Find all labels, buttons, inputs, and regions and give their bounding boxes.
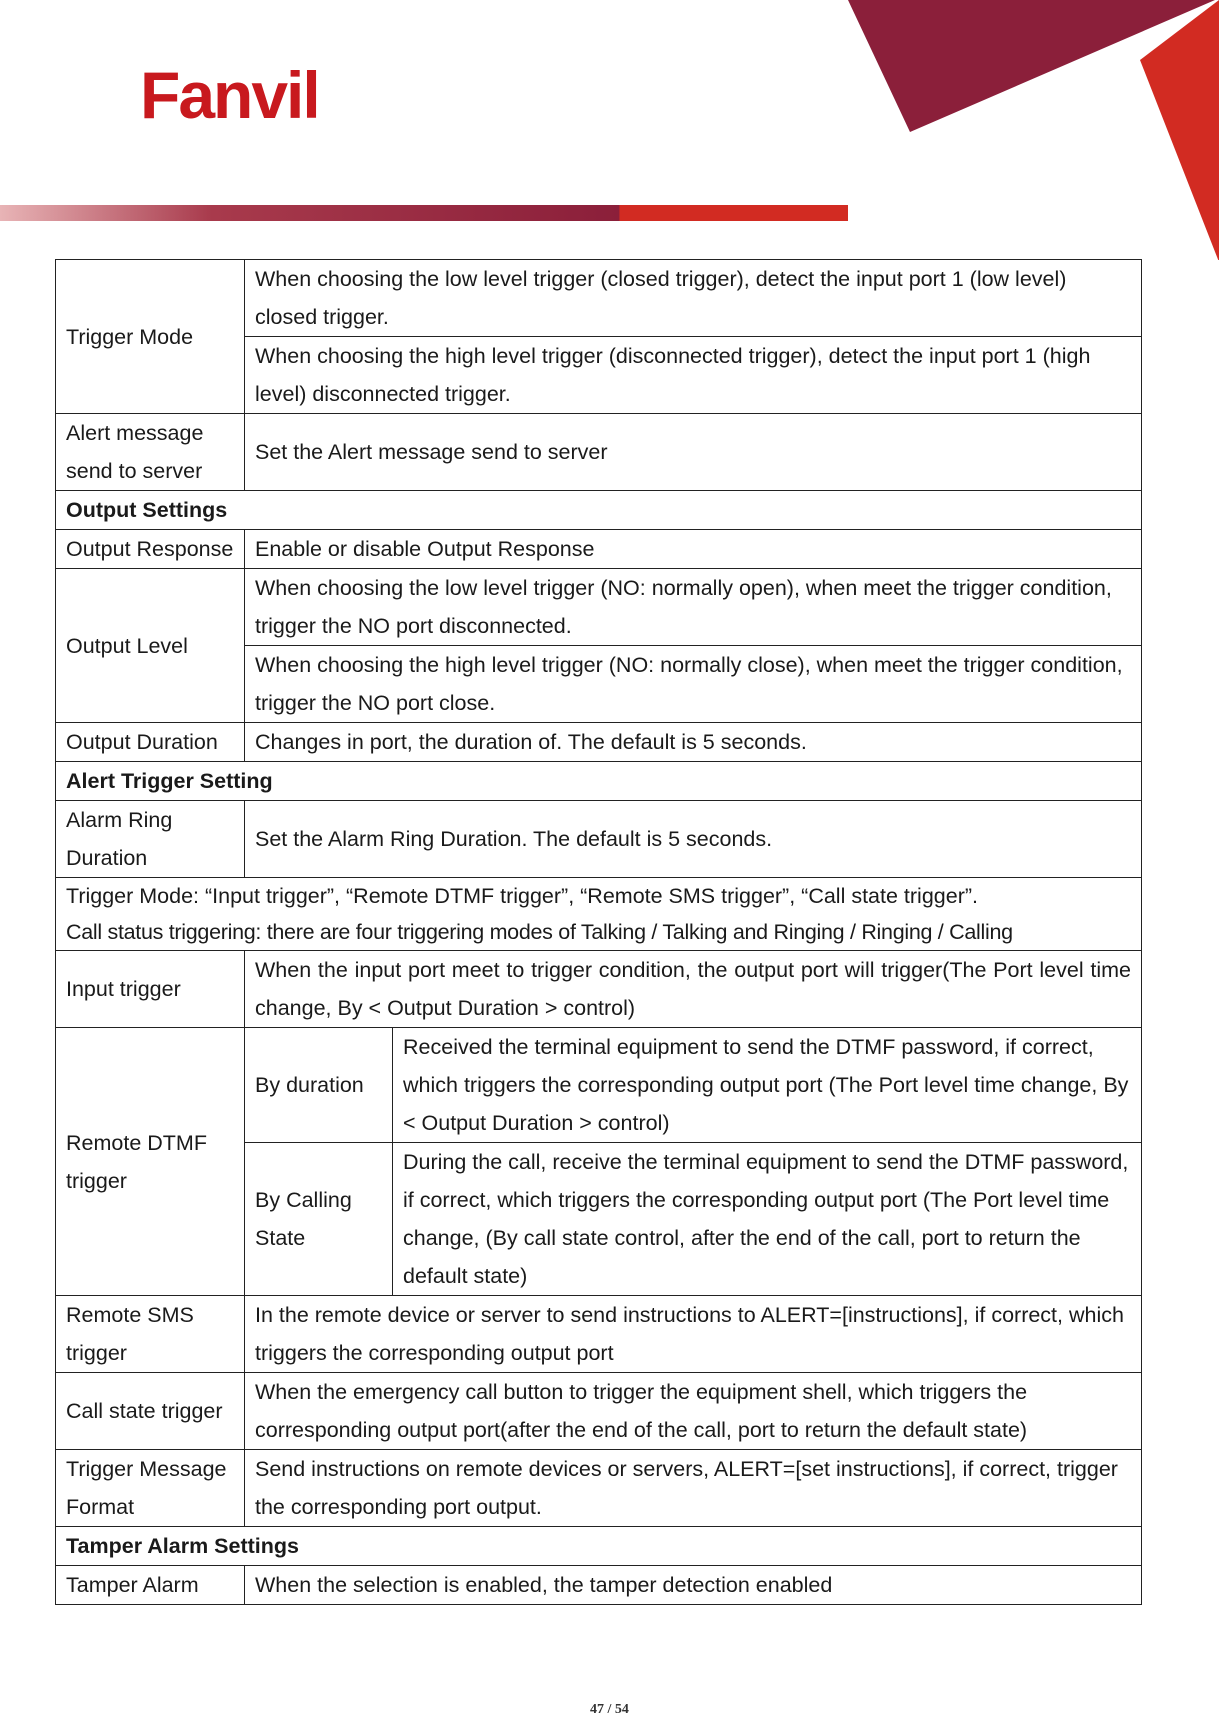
table-row <box>56 260 1142 337</box>
by-calling-state-desc: During the call, receive the terminal equipment to send the DTMF password, if correct, which triggers the corresponding output port (The Port level time change, (By call state control, after the end of the call, port to return the default state) <box>393 1143 1142 1296</box>
trigger-mode-desc-high: When choosing the high level trigger (disconnected trigger), detect the input port 1 (high level) disconnected trigger. <box>245 337 1142 414</box>
tamper-alarm-desc: When the selection is enabled, the tamper detection enabled <box>245 1566 1142 1605</box>
header-bar <box>0 205 848 221</box>
trigger-message-format-label: Trigger Message Format <box>56 1450 245 1527</box>
tamper-alarm-label: Tamper Alarm <box>56 1566 245 1605</box>
output-response-desc: Enable or disable Output Response <box>245 530 1142 569</box>
section-row <box>56 762 1142 801</box>
input-trigger-desc: When the input port meet to trigger condition, the output port will trigger(The Port level time change, By < Output Duration > control) <box>245 951 1142 1028</box>
note-line-2: Call status triggering: there are four triggering modes of Talking / Talking and Ringing / Ringing / Calling <box>66 920 1013 944</box>
alert-trigger-setting-heading: Alert Trigger Setting <box>56 762 1142 801</box>
page-number: 47 / 54 <box>590 1702 629 1717</box>
alarm-ring-duration-label: Alarm Ring Duration <box>56 801 245 878</box>
note-line-1: Trigger Mode: “Input trigger”, “Remote DTMF trigger”, “Remote SMS trigger”, “Call state trigger”. <box>66 884 978 908</box>
by-duration-label: By duration <box>245 1028 393 1143</box>
logo-text: Fanvil <box>140 60 319 130</box>
table-row <box>56 878 1142 951</box>
trigger-message-format-desc: Send instructions on remote devices or servers, ALERT=[set instructions], if correct, trigger the corresponding port output. <box>245 1450 1142 1527</box>
table-row <box>56 1450 1142 1527</box>
section-row <box>56 491 1142 530</box>
output-response-label: Output Response <box>56 530 245 569</box>
remote-dtmf-label: Remote DTMF trigger <box>56 1028 245 1296</box>
output-level-label: Output Level <box>56 569 245 723</box>
output-level-desc-low: When choosing the low level trigger (NO: normally open), when meet the trigger condition, trigger the NO port disconnected. <box>245 569 1142 646</box>
output-settings-heading: Output Settings <box>56 491 1142 530</box>
table-row <box>56 414 1142 491</box>
output-duration-label: Output Duration <box>56 723 245 762</box>
tamper-alarm-settings-heading: Tamper Alarm Settings <box>56 1527 1142 1566</box>
table-row <box>56 530 1142 569</box>
alarm-ring-duration-desc: Set the Alarm Ring Duration. The default is 5 seconds. <box>245 801 1142 878</box>
section-row <box>56 1527 1142 1566</box>
alert-message-label: Alert message send to server <box>56 414 245 491</box>
trigger-mode-note <box>56 878 1142 951</box>
table-row <box>56 1373 1142 1450</box>
call-state-label: Call state trigger <box>56 1373 245 1450</box>
trigger-mode-desc-low: When choosing the low level trigger (closed trigger), detect the input port 1 (low level) closed trigger. <box>245 260 1142 337</box>
table-row <box>56 569 1142 646</box>
table-row <box>56 1028 1142 1143</box>
table-row <box>56 723 1142 762</box>
table-row <box>56 1296 1142 1373</box>
table-row <box>56 1566 1142 1605</box>
table-row <box>56 951 1142 1028</box>
fanvil-logo <box>140 60 350 130</box>
remote-sms-label: Remote SMS trigger <box>56 1296 245 1373</box>
by-duration-desc: Received the terminal equipment to send the DTMF password, if correct, which triggers the corresponding output port (The Port level time change, By < Output Duration > control) <box>393 1028 1142 1143</box>
table-row <box>56 801 1142 878</box>
output-duration-desc: Changes in port, the duration of. The default is 5 seconds. <box>245 723 1142 762</box>
settings-table <box>55 259 1142 1605</box>
call-state-desc: When the emergency call button to trigger the equipment shell, which triggers the corresponding output port(after the end of the call, port to return the default state) <box>245 1373 1142 1450</box>
alert-message-desc: Set the Alert message send to server <box>245 414 1142 491</box>
trigger-mode-label: Trigger Mode <box>56 260 245 414</box>
input-trigger-label: Input trigger <box>56 951 245 1028</box>
output-level-desc-high: When choosing the high level trigger (NO: normally close), when meet the trigger condition, trigger the NO port close. <box>245 646 1142 723</box>
by-calling-state-label: By Calling State <box>245 1143 393 1296</box>
remote-sms-desc: In the remote device or server to send instructions to ALERT=[instructions], if correct, which triggers the corresponding output port <box>245 1296 1142 1373</box>
